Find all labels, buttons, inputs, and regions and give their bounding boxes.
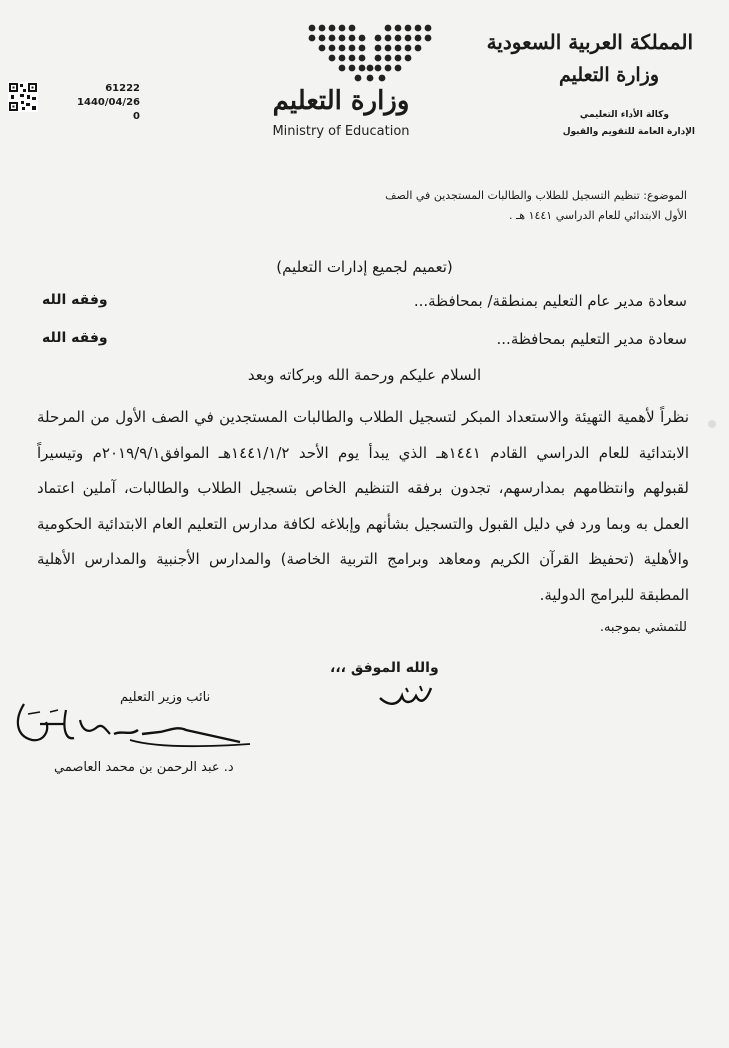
subject-line-2: الأول الابتدائي للعام الدراسي ١٤٤١ هـ . — [509, 209, 687, 222]
ministry-logo-icon — [300, 22, 440, 84]
subject-block — [127, 186, 687, 226]
addressee-2: سعادة مدير التعليم بمحافظة... — [496, 330, 687, 348]
punch-hole — [708, 420, 716, 428]
logo-arabic-text: وزارة التعليم — [272, 86, 410, 116]
agency-name: وكالة الأداء التعليمي — [579, 110, 669, 120]
addressee-2-blessing: وفقه الله — [42, 330, 108, 346]
letter-body: نظراً لأهمية التهيئة والاستعداد المبكر لتسجيل الطلاب والطالبات المستجدين في الصف الأول من المرحلة الابتدائية للعام الدراسي القادم ١٤٤١هـ الذي يبدأ يوم الأحد ١٤٤١/١/٢هـ الموافق٢٠١٩/٩/١م وتيسيراً لقبولهم وانتظامهم بمدارسهم، تجدون برفقه التنظيم الخاص بتسجيل الطلاب والطالبات، آملين اعتماد العمل به وبما ورد في دليل القبول والتسجيل بشأنهم وإبلاغه لكافة مدارس التعليم العام الابتدائية الحكومية والأهلية (تحفيظ القرآن الكريم ومعاهد وبرامج التربية الخاصة) والمدارس الأجنبية والمدارس الأهلية المطبقة للبرامج الدولية. — [37, 408, 689, 604]
qr-code-icon — [8, 82, 38, 112]
signer-name: د. عبد الرحمن بن محمد العاصمي — [54, 760, 234, 775]
reference-block — [70, 82, 140, 124]
reference-date: 1440/04/26 — [77, 97, 140, 108]
subject-line-1: الموضوع: تنظيم التسجيل للطلاب والطالبات المستجدين في الصف — [385, 189, 687, 202]
reference-number: 61222 — [105, 83, 140, 94]
ministry-name-right: وزارة التعليم — [558, 64, 659, 86]
department-name: الإدارة العامة للتقويم والقبول — [562, 127, 695, 137]
reviewer-initials — [376, 682, 436, 717]
closing-prayer: والله الموفق ،،، — [330, 660, 439, 676]
reviewer-scribble-icon — [376, 682, 436, 712]
reference-attachments: 0 — [133, 111, 140, 122]
closing-line: للتمشي بموجبه. — [599, 620, 687, 635]
logo-english-text: Ministry of Education — [272, 124, 410, 139]
circular-heading: (تعميم لجميع إدارات التعليم) — [276, 258, 453, 276]
greeting: السلام عليكم ورحمة الله وبركاته وبعد — [247, 366, 482, 384]
country-name: المملكة العربية السعودية — [486, 30, 693, 54]
addressee-1: سعادة مدير عام التعليم بمنطقة/ بمحافظة... — [413, 292, 687, 310]
addressee-1-blessing: وفقه الله — [42, 292, 108, 308]
signer-title: نائب وزير التعليم — [120, 690, 211, 705]
